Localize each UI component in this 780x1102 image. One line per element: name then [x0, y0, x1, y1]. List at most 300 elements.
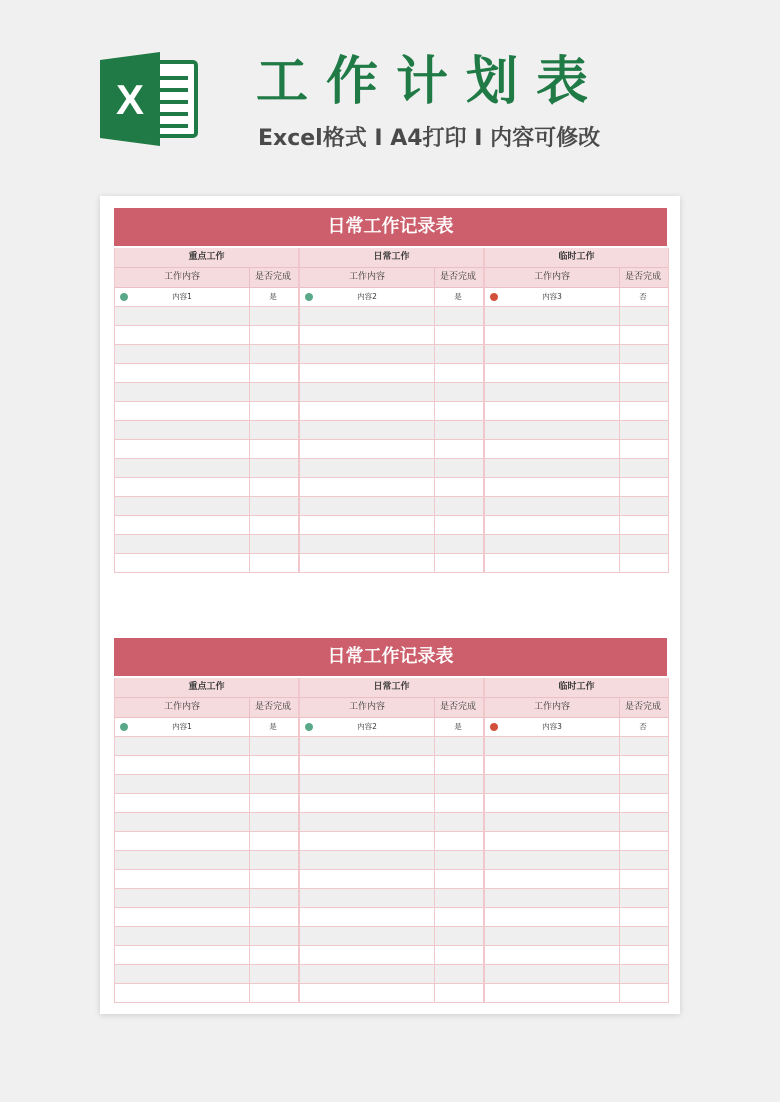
status-cell[interactable] — [434, 554, 481, 572]
table-row — [300, 345, 483, 364]
status-cell[interactable] — [434, 889, 481, 907]
status-cell[interactable] — [434, 307, 481, 325]
status-cell[interactable] — [619, 383, 666, 401]
content-cell[interactable] — [300, 421, 434, 439]
content-cell[interactable] — [115, 440, 249, 458]
content-cell[interactable] — [485, 516, 619, 534]
table-row — [300, 794, 483, 813]
table-row — [115, 497, 298, 516]
status-cell[interactable] — [619, 326, 666, 344]
work-column — [484, 678, 669, 1003]
status-cell[interactable]: 是 — [249, 288, 296, 306]
table-row — [300, 965, 483, 984]
content-header: 工作内容 — [163, 272, 200, 282]
content-cell[interactable] — [115, 984, 249, 1002]
table-row — [485, 775, 668, 794]
content-cell[interactable] — [300, 402, 434, 420]
status-dot-icon — [305, 293, 313, 301]
content-cell[interactable] — [115, 908, 249, 926]
content-cell[interactable] — [300, 535, 434, 553]
status-cell[interactable] — [249, 794, 296, 812]
status-cell[interactable] — [249, 421, 296, 439]
status-cell[interactable] — [434, 832, 481, 850]
content-cell[interactable] — [300, 889, 434, 907]
content-cell[interactable] — [485, 813, 619, 831]
content-cell[interactable] — [115, 535, 249, 553]
table-row — [300, 402, 483, 421]
status-dot-icon — [305, 723, 313, 731]
status-cell[interactable] — [249, 775, 296, 793]
status-cell[interactable] — [619, 554, 666, 572]
status-cell[interactable] — [249, 832, 296, 850]
content-cell[interactable] — [300, 813, 434, 831]
status-cell[interactable] — [619, 459, 666, 477]
status-cell[interactable] — [434, 497, 481, 515]
status-cell[interactable] — [249, 364, 296, 382]
table-row — [300, 421, 483, 440]
status-cell[interactable] — [434, 794, 481, 812]
status-cell[interactable] — [619, 965, 666, 983]
table-row — [300, 497, 483, 516]
content-cell[interactable] — [485, 402, 619, 420]
content-cell[interactable] — [300, 946, 434, 964]
content-cell[interactable] — [485, 851, 619, 869]
work-column — [114, 248, 299, 573]
status-cell[interactable] — [434, 535, 481, 553]
item-text: 内容3 — [542, 722, 562, 731]
status-cell[interactable] — [249, 813, 296, 831]
content-cell[interactable] — [115, 832, 249, 850]
table-row — [115, 908, 298, 927]
content-cell[interactable] — [300, 478, 434, 496]
status-cell[interactable] — [249, 984, 296, 1002]
content-cell[interactable] — [485, 421, 619, 439]
table-row — [300, 908, 483, 927]
table-row — [485, 718, 668, 737]
status-header: 是否完成 — [619, 698, 666, 717]
status-cell[interactable] — [249, 516, 296, 534]
content-cell[interactable] — [300, 851, 434, 869]
status-cell[interactable] — [619, 870, 666, 888]
status-cell[interactable]: 否 — [619, 288, 666, 306]
logo-letter: X — [115, 76, 145, 123]
content-cell[interactable] — [115, 307, 249, 325]
column-heading: 重点工作 — [115, 678, 298, 698]
status-cell[interactable] — [434, 421, 481, 439]
content-cell[interactable] — [115, 554, 249, 572]
content-cell[interactable] — [485, 345, 619, 363]
table-row — [485, 889, 668, 908]
status-cell[interactable] — [619, 927, 666, 945]
content-cell[interactable] — [115, 737, 249, 755]
column-heading: 重点工作 — [115, 248, 298, 268]
status-cell[interactable] — [619, 478, 666, 496]
status-dot-icon — [490, 723, 498, 731]
content-header: 工作内容 — [163, 702, 200, 712]
status-header: 是否完成 — [619, 268, 666, 287]
table-row — [485, 851, 668, 870]
status-cell[interactable] — [249, 383, 296, 401]
status-cell[interactable] — [434, 775, 481, 793]
table-row — [115, 794, 298, 813]
table-row — [115, 984, 298, 1003]
table-row — [115, 737, 298, 756]
status-cell[interactable] — [619, 307, 666, 325]
column-subheader — [485, 698, 668, 718]
content-header: 工作内容 — [533, 702, 570, 712]
content-cell[interactable] — [300, 927, 434, 945]
content-cell[interactable] — [300, 383, 434, 401]
content-cell[interactable] — [115, 421, 249, 439]
content-cell[interactable] — [300, 554, 434, 572]
content-cell[interactable] — [115, 775, 249, 793]
content-cell[interactable] — [300, 718, 434, 736]
content-cell[interactable] — [300, 756, 434, 774]
work-column — [299, 248, 484, 573]
table-row — [485, 927, 668, 946]
table-row — [300, 984, 483, 1003]
status-header: 是否完成 — [434, 698, 481, 717]
content-cell[interactable] — [485, 946, 619, 964]
status-cell[interactable] — [619, 737, 666, 755]
content-cell[interactable] — [300, 459, 434, 477]
content-cell[interactable] — [115, 383, 249, 401]
table-row — [300, 307, 483, 326]
column-heading: 日常工作 — [300, 678, 483, 698]
status-cell[interactable] — [619, 813, 666, 831]
content-cell[interactable] — [115, 402, 249, 420]
content-cell[interactable] — [115, 718, 249, 736]
table-row — [300, 946, 483, 965]
status-cell[interactable] — [434, 402, 481, 420]
content-cell[interactable] — [115, 345, 249, 363]
status-cell[interactable] — [249, 851, 296, 869]
table-row — [485, 794, 668, 813]
document-page — [100, 196, 680, 1014]
table-row — [115, 440, 298, 459]
table-row — [485, 946, 668, 965]
status-cell[interactable] — [434, 440, 481, 458]
content-cell[interactable] — [300, 497, 434, 515]
status-cell[interactable] — [619, 832, 666, 850]
table-row — [115, 307, 298, 326]
status-cell[interactable] — [434, 459, 481, 477]
status-cell[interactable] — [249, 497, 296, 515]
content-cell[interactable] — [115, 946, 249, 964]
item-text: 内容1 — [172, 722, 192, 731]
content-cell[interactable] — [300, 440, 434, 458]
status-cell[interactable]: 是 — [249, 718, 296, 736]
table-row — [485, 908, 668, 927]
content-cell[interactable] — [485, 832, 619, 850]
content-cell[interactable] — [300, 832, 434, 850]
status-cell[interactable] — [619, 794, 666, 812]
status-cell[interactable] — [249, 402, 296, 420]
status-cell[interactable]: 是 — [434, 718, 481, 736]
content-cell[interactable] — [300, 965, 434, 983]
status-cell[interactable] — [249, 307, 296, 325]
content-cell[interactable] — [300, 794, 434, 812]
table-row — [115, 927, 298, 946]
table-row — [115, 535, 298, 554]
status-cell[interactable] — [619, 946, 666, 964]
content-cell[interactable] — [485, 889, 619, 907]
status-cell[interactable] — [434, 737, 481, 755]
table-row — [485, 364, 668, 383]
content-cell[interactable] — [485, 794, 619, 812]
table-row — [300, 459, 483, 478]
status-cell[interactable] — [434, 516, 481, 534]
content-cell[interactable] — [115, 851, 249, 869]
status-cell[interactable]: 否 — [619, 718, 666, 736]
content-cell[interactable] — [485, 737, 619, 755]
column-subheader — [485, 268, 668, 288]
status-cell[interactable] — [249, 737, 296, 755]
content-cell[interactable] — [115, 927, 249, 945]
status-cell[interactable] — [619, 851, 666, 869]
table-row — [485, 402, 668, 421]
table-row — [485, 737, 668, 756]
status-cell[interactable] — [434, 326, 481, 344]
table-row — [115, 345, 298, 364]
status-cell[interactable] — [434, 927, 481, 945]
status-cell[interactable] — [249, 345, 296, 363]
status-cell[interactable] — [619, 984, 666, 1002]
content-cell[interactable] — [300, 326, 434, 344]
item-text: 内容2 — [357, 722, 377, 731]
excel-logo-icon — [100, 52, 200, 146]
content-cell[interactable] — [485, 908, 619, 926]
status-cell[interactable] — [434, 984, 481, 1002]
content-cell[interactable] — [300, 364, 434, 382]
content-cell[interactable] — [485, 440, 619, 458]
status-cell[interactable] — [434, 478, 481, 496]
status-cell[interactable]: 是 — [434, 288, 481, 306]
content-cell[interactable] — [300, 870, 434, 888]
status-cell[interactable] — [434, 965, 481, 983]
content-cell[interactable] — [485, 756, 619, 774]
table-row — [485, 307, 668, 326]
header — [0, 0, 780, 190]
table-row — [300, 535, 483, 554]
status-cell[interactable] — [249, 908, 296, 926]
status-cell[interactable] — [249, 965, 296, 983]
status-cell[interactable] — [249, 440, 296, 458]
content-cell[interactable] — [115, 288, 249, 306]
item-text: 内容2 — [357, 292, 377, 301]
content-cell[interactable] — [115, 965, 249, 983]
sheet-title: 日常工作记录表 — [114, 638, 667, 676]
content-cell[interactable] — [300, 775, 434, 793]
table-row — [485, 832, 668, 851]
table-row — [300, 851, 483, 870]
content-cell[interactable] — [300, 345, 434, 363]
sheet-title: 日常工作记录表 — [114, 208, 667, 246]
table-row — [300, 832, 483, 851]
content-cell[interactable] — [485, 965, 619, 983]
table-row — [115, 813, 298, 832]
status-cell[interactable] — [249, 870, 296, 888]
item-text: 内容1 — [172, 292, 192, 301]
column-heading: 日常工作 — [300, 248, 483, 268]
status-cell[interactable] — [434, 345, 481, 363]
column-subheader — [300, 698, 483, 718]
content-cell[interactable] — [115, 756, 249, 774]
column-heading: 临时工作 — [485, 248, 668, 268]
content-cell[interactable] — [115, 459, 249, 477]
content-cell[interactable] — [485, 326, 619, 344]
item-text: 内容3 — [542, 292, 562, 301]
content-cell[interactable] — [485, 554, 619, 572]
content-cell[interactable] — [485, 478, 619, 496]
table-row — [115, 364, 298, 383]
status-cell[interactable] — [434, 756, 481, 774]
table-row — [115, 965, 298, 984]
table-row — [300, 288, 483, 307]
status-cell[interactable] — [434, 851, 481, 869]
table-row — [300, 478, 483, 497]
status-cell[interactable] — [249, 326, 296, 344]
content-cell[interactable] — [115, 516, 249, 534]
content-header: 工作内容 — [348, 702, 385, 712]
content-cell[interactable] — [115, 870, 249, 888]
table-row — [485, 288, 668, 307]
column-subheader — [115, 698, 298, 718]
content-cell[interactable] — [115, 794, 249, 812]
table-row — [300, 775, 483, 794]
content-cell[interactable] — [115, 478, 249, 496]
content-cell[interactable] — [115, 326, 249, 344]
table-row — [300, 554, 483, 573]
content-cell[interactable] — [300, 288, 434, 306]
content-cell[interactable] — [485, 718, 619, 736]
table-row — [115, 775, 298, 794]
table-row — [300, 927, 483, 946]
status-cell[interactable] — [619, 889, 666, 907]
table-row — [485, 421, 668, 440]
content-cell[interactable] — [115, 364, 249, 382]
status-cell[interactable] — [619, 402, 666, 420]
column-subheader — [300, 268, 483, 288]
content-cell[interactable] — [485, 535, 619, 553]
table-row — [115, 756, 298, 775]
content-cell[interactable] — [485, 775, 619, 793]
status-cell[interactable] — [619, 908, 666, 926]
content-cell[interactable] — [115, 497, 249, 515]
table-row — [485, 345, 668, 364]
status-cell[interactable] — [619, 364, 666, 382]
status-cell[interactable] — [434, 870, 481, 888]
content-cell[interactable] — [300, 516, 434, 534]
status-cell[interactable] — [249, 889, 296, 907]
status-cell[interactable] — [619, 345, 666, 363]
table-row — [115, 383, 298, 402]
status-cell[interactable] — [619, 421, 666, 439]
content-cell[interactable] — [485, 984, 619, 1002]
content-cell[interactable] — [485, 383, 619, 401]
status-cell[interactable] — [619, 775, 666, 793]
content-cell[interactable] — [300, 307, 434, 325]
table-row — [115, 946, 298, 965]
status-cell[interactable] — [619, 756, 666, 774]
table-row — [115, 421, 298, 440]
status-cell[interactable] — [619, 535, 666, 553]
status-cell[interactable] — [249, 946, 296, 964]
status-cell[interactable] — [434, 364, 481, 382]
content-cell[interactable] — [115, 889, 249, 907]
table-row — [485, 554, 668, 573]
status-cell[interactable] — [434, 908, 481, 926]
column-heading: 临时工作 — [485, 678, 668, 698]
table-row — [115, 718, 298, 737]
table-row — [115, 554, 298, 573]
table-row — [115, 851, 298, 870]
table-row — [300, 889, 483, 908]
table-row — [115, 889, 298, 908]
content-cell[interactable] — [300, 984, 434, 1002]
content-cell[interactable] — [485, 307, 619, 325]
page-subtitle: Excel格式 I A4打印 I 内容可修改 — [258, 126, 601, 151]
table-row — [485, 326, 668, 345]
record-sheet — [114, 208, 667, 572]
table-row — [300, 364, 483, 383]
content-cell[interactable] — [485, 459, 619, 477]
table-row — [485, 870, 668, 889]
page-title: 工作计划表 — [256, 52, 607, 112]
status-cell[interactable] — [434, 946, 481, 964]
table-row — [115, 478, 298, 497]
status-cell[interactable] — [249, 554, 296, 572]
table-row — [485, 459, 668, 478]
content-cell[interactable] — [485, 288, 619, 306]
content-cell[interactable] — [485, 870, 619, 888]
status-cell[interactable] — [619, 497, 666, 515]
status-cell[interactable] — [619, 516, 666, 534]
status-cell[interactable] — [249, 478, 296, 496]
status-cell[interactable] — [434, 813, 481, 831]
status-cell[interactable] — [249, 535, 296, 553]
status-header: 是否完成 — [249, 268, 296, 287]
status-cell[interactable] — [249, 756, 296, 774]
status-dot-icon — [120, 723, 128, 731]
status-cell[interactable] — [619, 440, 666, 458]
status-cell[interactable] — [434, 383, 481, 401]
table-row — [485, 813, 668, 832]
content-cell[interactable] — [300, 737, 434, 755]
table-row — [300, 756, 483, 775]
content-cell[interactable] — [115, 813, 249, 831]
table-row — [300, 870, 483, 889]
content-cell[interactable] — [485, 364, 619, 382]
table-row — [485, 516, 668, 535]
table-row — [300, 516, 483, 535]
content-cell[interactable] — [300, 908, 434, 926]
table-row — [300, 383, 483, 402]
record-sheet — [114, 638, 667, 1002]
table-row — [300, 813, 483, 832]
work-column — [114, 678, 299, 1003]
status-dot-icon — [120, 293, 128, 301]
table-row — [300, 440, 483, 459]
table-row — [485, 965, 668, 984]
content-cell[interactable] — [485, 497, 619, 515]
content-cell[interactable] — [485, 927, 619, 945]
content-header: 工作内容 — [533, 272, 570, 282]
table-row — [485, 984, 668, 1003]
status-cell[interactable] — [249, 927, 296, 945]
status-cell[interactable] — [249, 459, 296, 477]
table-row — [485, 535, 668, 554]
